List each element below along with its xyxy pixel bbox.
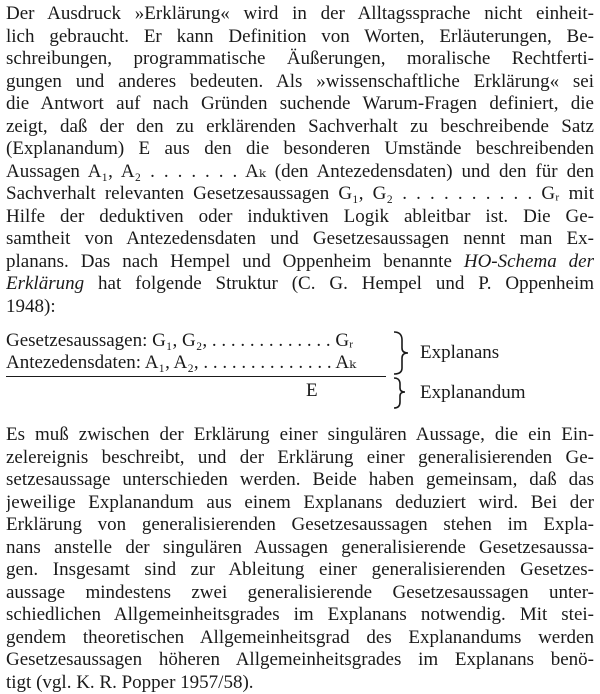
text-line: Der Ausdruck »Erklärung« wird in der Alltagssprache nicht einheit- [6, 3, 594, 26]
schema-row-antecedents: Antezedensdaten: A₁, A₂, . . . . . . . . . . . . . . Aₖ [6, 352, 386, 374]
text-line: aussage mindestens zwei generalisierende Gesetzesaussagen unter- [6, 582, 594, 605]
italic-term: HO-Schema der [464, 251, 594, 272]
text-line: lich gebraucht. Er kann Definition von Worten, Erläuterungen, Be- [6, 26, 594, 49]
document-page [6, 3, 594, 694]
text-line: Hilfe der deduktiven oder induktiven Logik ableitbar ist. Die Ge- [6, 206, 594, 229]
text-line: gendem theoretischen Allgemeinheitsgrad des Explanandums werden [6, 627, 594, 650]
text-line: 1948): [6, 296, 594, 319]
text-line: zeigt, daß der den zu erklärenden Sachverhalt zu beschreibende Satz [6, 116, 594, 139]
paragraph-definition [6, 3, 594, 318]
text-line: Aussagen A₁, A₂ . . . . . . . Aₖ (den Antezedensdaten) und den für den [6, 161, 594, 184]
explanandum-label: Explanandum [420, 382, 526, 404]
text-line: Sachverhalt relevanten Gesetzesaussagen G₁, G₂ . . . . . . . . . . Gᵣ mit [6, 183, 594, 206]
text-line: die Antwort auf nach Gründen suchende Warum-Fragen definiert, die [6, 93, 594, 116]
ho-schema [6, 330, 594, 410]
text-line: setzesaussage unterschieden werden. Beide haben gemeinsam, daß das [6, 469, 594, 492]
text-line: nans anstelle der singulären Aussagen generalisierende Gesetzesaussa- [6, 537, 594, 560]
text-line: zelereignis beschreibt, und der Erklärung einer generalisierenden Ge- [6, 447, 594, 470]
text-segment: planans. Das nach Hempel und Oppenheim benannte [6, 251, 452, 272]
text-line: gungen und anderes bedeuten. Als »wissenschaftliche Erklärung« sei [6, 71, 594, 94]
schema-row-laws: Gesetzesaussagen: G₁, G₂, . . . . . . . . . . . . . Gᵣ [6, 330, 386, 352]
text-line: jeweilige Explanandum aus einem Explanans deduziert wird. Bei der [6, 492, 594, 515]
text-line: (Explanandum) E aus den die besonderen Umstände beschreibenden [6, 138, 594, 161]
text-line-with-italic [6, 251, 594, 274]
schema-conclusion: E [306, 380, 318, 402]
italic-term: Erklärung [6, 273, 84, 294]
brace-icon [390, 330, 416, 410]
text-line: tigt (vgl. K. R. Popper 1957/58). [6, 672, 594, 694]
text-line: schreibungen, programmatische Äußerungen, moralische Rechtferti- [6, 48, 594, 71]
text-line: schiedlichen Allgemeinheitsgrades im Explanans notwendig. Mit stei- [6, 604, 594, 627]
text-line: gen. Insgesamt sind zur Ableitung einer generalisierenden Gesetzes- [6, 559, 594, 582]
paragraph-generalizing [6, 424, 594, 694]
text-line: Erklärung von generalisierenden Gesetzesaussagen stehen im Expla- [6, 514, 594, 537]
text-line: Gesetzesaussagen höheren Allgemeinheitsgrades im Explanans benö- [6, 649, 594, 672]
inference-line [6, 376, 386, 377]
text-line: samtheit von Antezedensdaten und Gesetzesaussagen nennt man Ex- [6, 228, 594, 251]
text-line: Es muß zwischen der Erklärung einer singulären Aussage, die ein Ein- [6, 424, 594, 447]
explanans-label: Explanans [420, 342, 499, 364]
text-line-with-italic [6, 273, 594, 296]
text-segment: hat folgende Struktur (C. G. Hempel und P. Oppenheim [98, 273, 594, 294]
